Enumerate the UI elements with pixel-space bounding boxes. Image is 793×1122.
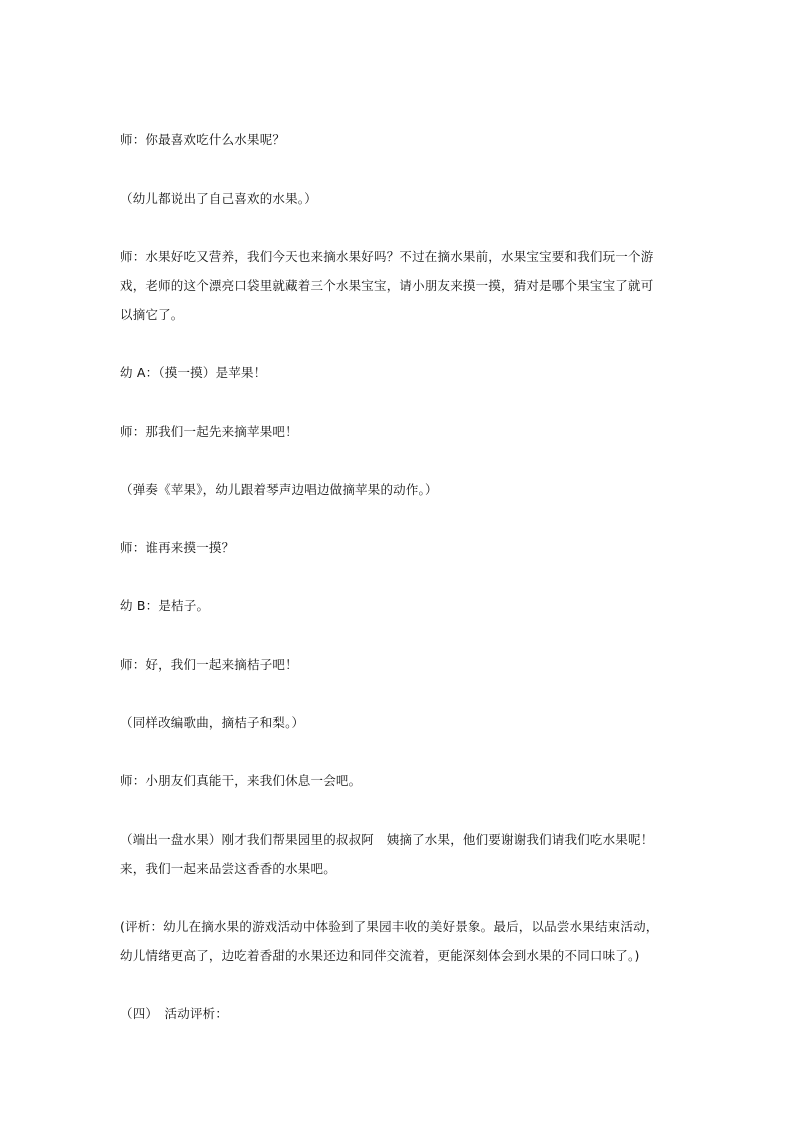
text-line: (评析：幼儿在摘水果的游戏活动中体验到了果园丰收的美好景象。最后，以品尝水果结束活动， bbox=[120, 919, 659, 934]
text-line: 师：谁再来摸一摸？ bbox=[120, 540, 235, 555]
paragraph-fruit-plate bbox=[120, 825, 680, 883]
paragraph-apple-song bbox=[120, 475, 680, 504]
paragraph-teacher-rest bbox=[120, 766, 680, 795]
paragraph-child-b bbox=[120, 591, 680, 620]
text-line: （四） 活动评析： bbox=[120, 1006, 229, 1021]
text-line: 幼儿情绪更高了，边吃着香甜的水果还边和同伴交流着，更能深刻体会到水果的不同口味了。) bbox=[120, 948, 640, 963]
text-line: 师：水果好吃又营养，我们今天也来摘水果好吗？不过在摘水果前，水果宝宝要和我们玩一个游 bbox=[120, 249, 654, 264]
paragraph-teacher-apple bbox=[120, 417, 680, 446]
paragraph-teacher-game-intro bbox=[120, 242, 680, 329]
text-line: 幼 B：是桔子。 bbox=[120, 598, 210, 613]
text-line: 师：你最喜欢吃什么水果呢？ bbox=[120, 132, 286, 147]
text-line: 以摘它了。 bbox=[120, 307, 184, 322]
text-line: 师：好，我们一起来摘桔子吧！ bbox=[120, 657, 298, 672]
text-line: 来，我们一起来品尝这香香的水果吧。 bbox=[120, 861, 336, 876]
text-line: 师：那我们一起先来摘苹果吧！ bbox=[120, 424, 298, 439]
paragraph-teacher-orange bbox=[120, 650, 680, 679]
paragraph-commentary bbox=[120, 912, 680, 970]
text-line: （幼儿都说出了自己喜欢的水果。） bbox=[120, 191, 317, 206]
text-line: （弹奏《苹果》，幼儿跟着琴声边唱边做摘苹果的动作。） bbox=[120, 482, 438, 497]
paragraph-orange-pear bbox=[120, 708, 680, 737]
text-line: 师：小朋友们真能干，来我们休息一会吧。 bbox=[120, 773, 362, 788]
paragraph-teacher-question bbox=[120, 125, 680, 154]
section-heading-activity-review bbox=[120, 999, 680, 1028]
paragraph-children-answer bbox=[120, 184, 680, 213]
text-line: （同样改编歌曲，摘桔子和梨。） bbox=[120, 715, 305, 730]
text-line: （端出一盘水果）刚才我们帮果园里的叔叔阿 姨摘了水果，他们要谢谢我们请我们吃水果呢！ bbox=[120, 832, 654, 847]
paragraph-child-a bbox=[120, 358, 680, 387]
paragraph-teacher-who-next bbox=[120, 533, 680, 562]
text-line: 戏，老师的这个漂亮口袋里就藏着三个水果宝宝，请小朋友来摸一摸，猜对是哪个果宝宝了就可 bbox=[120, 278, 654, 293]
text-line: 幼 A：（摸一摸）是苹果！ bbox=[120, 365, 267, 380]
